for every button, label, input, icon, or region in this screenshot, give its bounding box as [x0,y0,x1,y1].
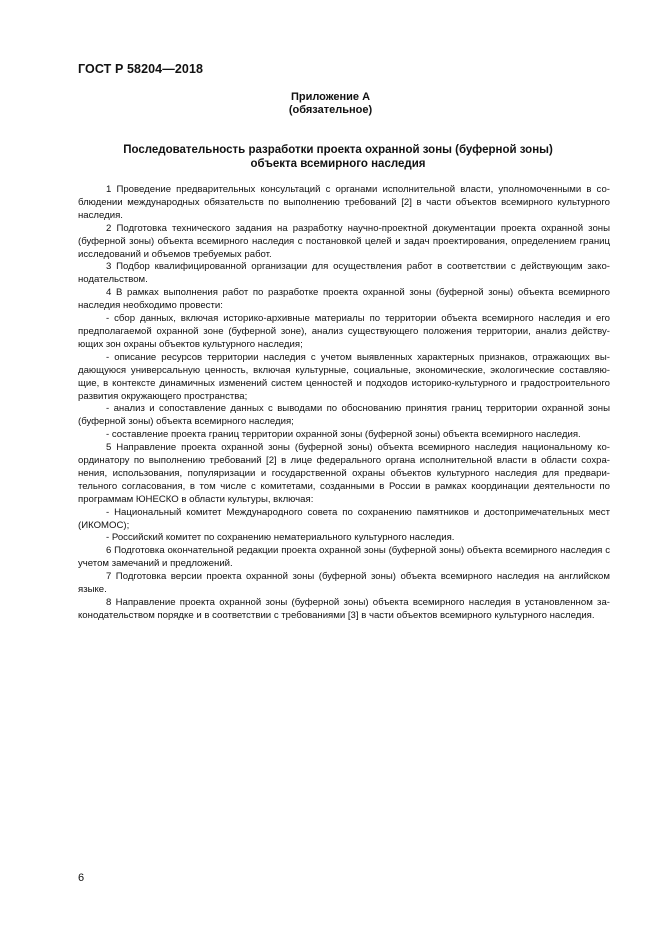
section-title [78,143,598,171]
page-number: 6 [78,872,85,884]
paragraph: 5 Направление проекта охранной зоны (буферной зоны) объекта всемирного наследия национальному координатору по выполнению требований [2] в лице федерального органа исполнительной власти в области сохранения, использования, популяризации и государственной охраны объектов культурного наследия для предварительного согласования, в том числе с комитетами, созданными в России в рамках координации деятельности по программам ЮНЕСКО в области культуры, включая: [78,442,610,505]
list-item: - Российский комитет по сохранению нематериального культурного наследия. [106,532,455,544]
appendix-heading [0,91,661,117]
list-item: - описание ресурсов территории наследия с учетом выявленных характерных признаков, отражающих выдающуюся универсальную ценность, включая культурные, социальные, экономические, экологические составляющие, в контексте динамичных изменений систем ценностей и подходов историко-культурного и градостроительного развития окружающего пространства; [78,351,610,402]
list-item: - составление проекта границ территории охранной зоны (буферной зоны) объекта всемирного наследия. [106,429,581,441]
list-item: - сбор данных, включая историко-архивные материалы по территории объекта всемирного наследия и его предполагаемой охранной зоне (буферной зоне), анализ существующего положения территории, анализ действующих зон охраны объектов культурного наследия; [78,313,610,350]
list-item: - анализ и сопоставление данных с выводами по обоснованию принятия границ территории охранной зоны (буферной зоны) объекта всемирного наследия; [78,403,610,428]
section-title-line-2: объекта всемирного наследия [250,158,426,170]
document-code: ГОСТ Р 58204—2018 [78,62,204,76]
appendix-label: Приложение А [290,91,371,103]
paragraph: 2 Подготовка технического задания на разработку научно-проектной документации проекта охранной зоны (буферной зоны) объекта всемирного наследия с постановкой целей и задач проектирования, определением границ исследований и объемов требуемых работ. [78,222,610,260]
section-title-line-1: Последовательность разработки проекта охранной зоны (буферной зоны) [123,144,553,156]
document-body [78,184,610,623]
appendix-status: (обязательное) [288,104,373,116]
paragraph: 8 Направление проекта охранной зоны (буферной зоны) объекта всемирного наследия в установленном законодательством порядке и в соответствии с требованиями [3] в части объектов всемирного культурного наследия. [78,597,610,621]
paragraph: 1 Проведение предварительных консультаций с органами исполнительной власти, уполномоченными в соблюдении международных обязательств по выполнению требований [2] в части объектов всемирного культурного наследия. [78,184,610,221]
list-item: - Национальный комитет Международного совета по сохранению памятников и достопримечательных мест (ИКОМОС); [78,506,610,531]
paragraph: 3 Подбор квалифицированной организации для осуществления работ в соответствии с действующим законодательством. [78,261,610,286]
paragraph: 6 Подготовка окончательной редакции проекта охранной зоны (буферной зоны) объекта всемирного наследия с учетом замечаний и предложений. [78,545,610,570]
paragraph: 4 В рамках выполнения работ по разработке проекта охранной зоны (буферной зоны) объекта всемирного наследия необходимо провести: [78,287,610,312]
paragraph: 7 Подготовка версии проекта охранной зоны (буферной зоны) объекта всемирного наследия на английском языке. [78,571,610,596]
